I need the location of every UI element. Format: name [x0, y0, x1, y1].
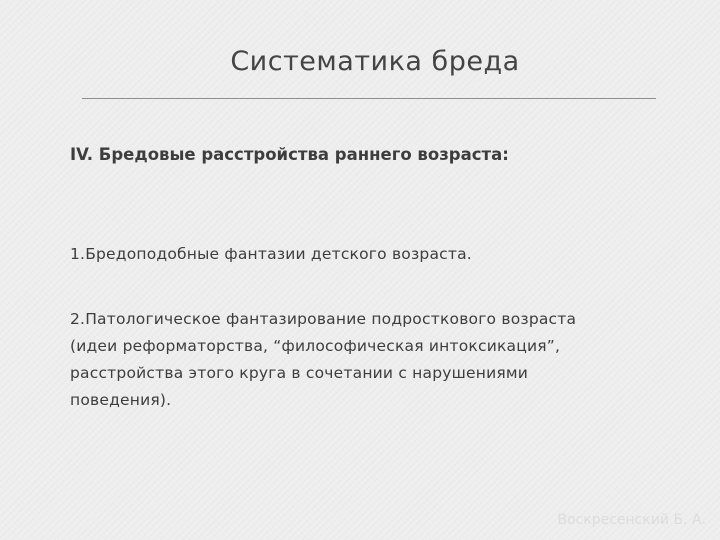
list-item-2-line-4: поведения).	[70, 391, 172, 409]
list-item-2-line-1: 2.Патологическое фантазирование подросткового возраста	[70, 310, 577, 328]
list-item-2-line-2: (идеи реформаторства, “философическая интоксикация”,	[70, 337, 561, 355]
author-footer: Воскресенский Б. А.	[557, 512, 706, 528]
list-item-2	[70, 306, 660, 414]
slide-title: Систематика бреда	[230, 46, 520, 77]
title-divider	[82, 98, 656, 99]
list-item-1	[70, 241, 472, 268]
section-heading: IV. Бредовые расстройства раннего возраста:	[70, 145, 509, 164]
list-item-2-line-3: расстройства этого круга в сочетании с нарушениями	[70, 364, 529, 382]
list-item-1-line-1: 1.Бредоподобные фантазии детского возраста.	[70, 245, 472, 263]
